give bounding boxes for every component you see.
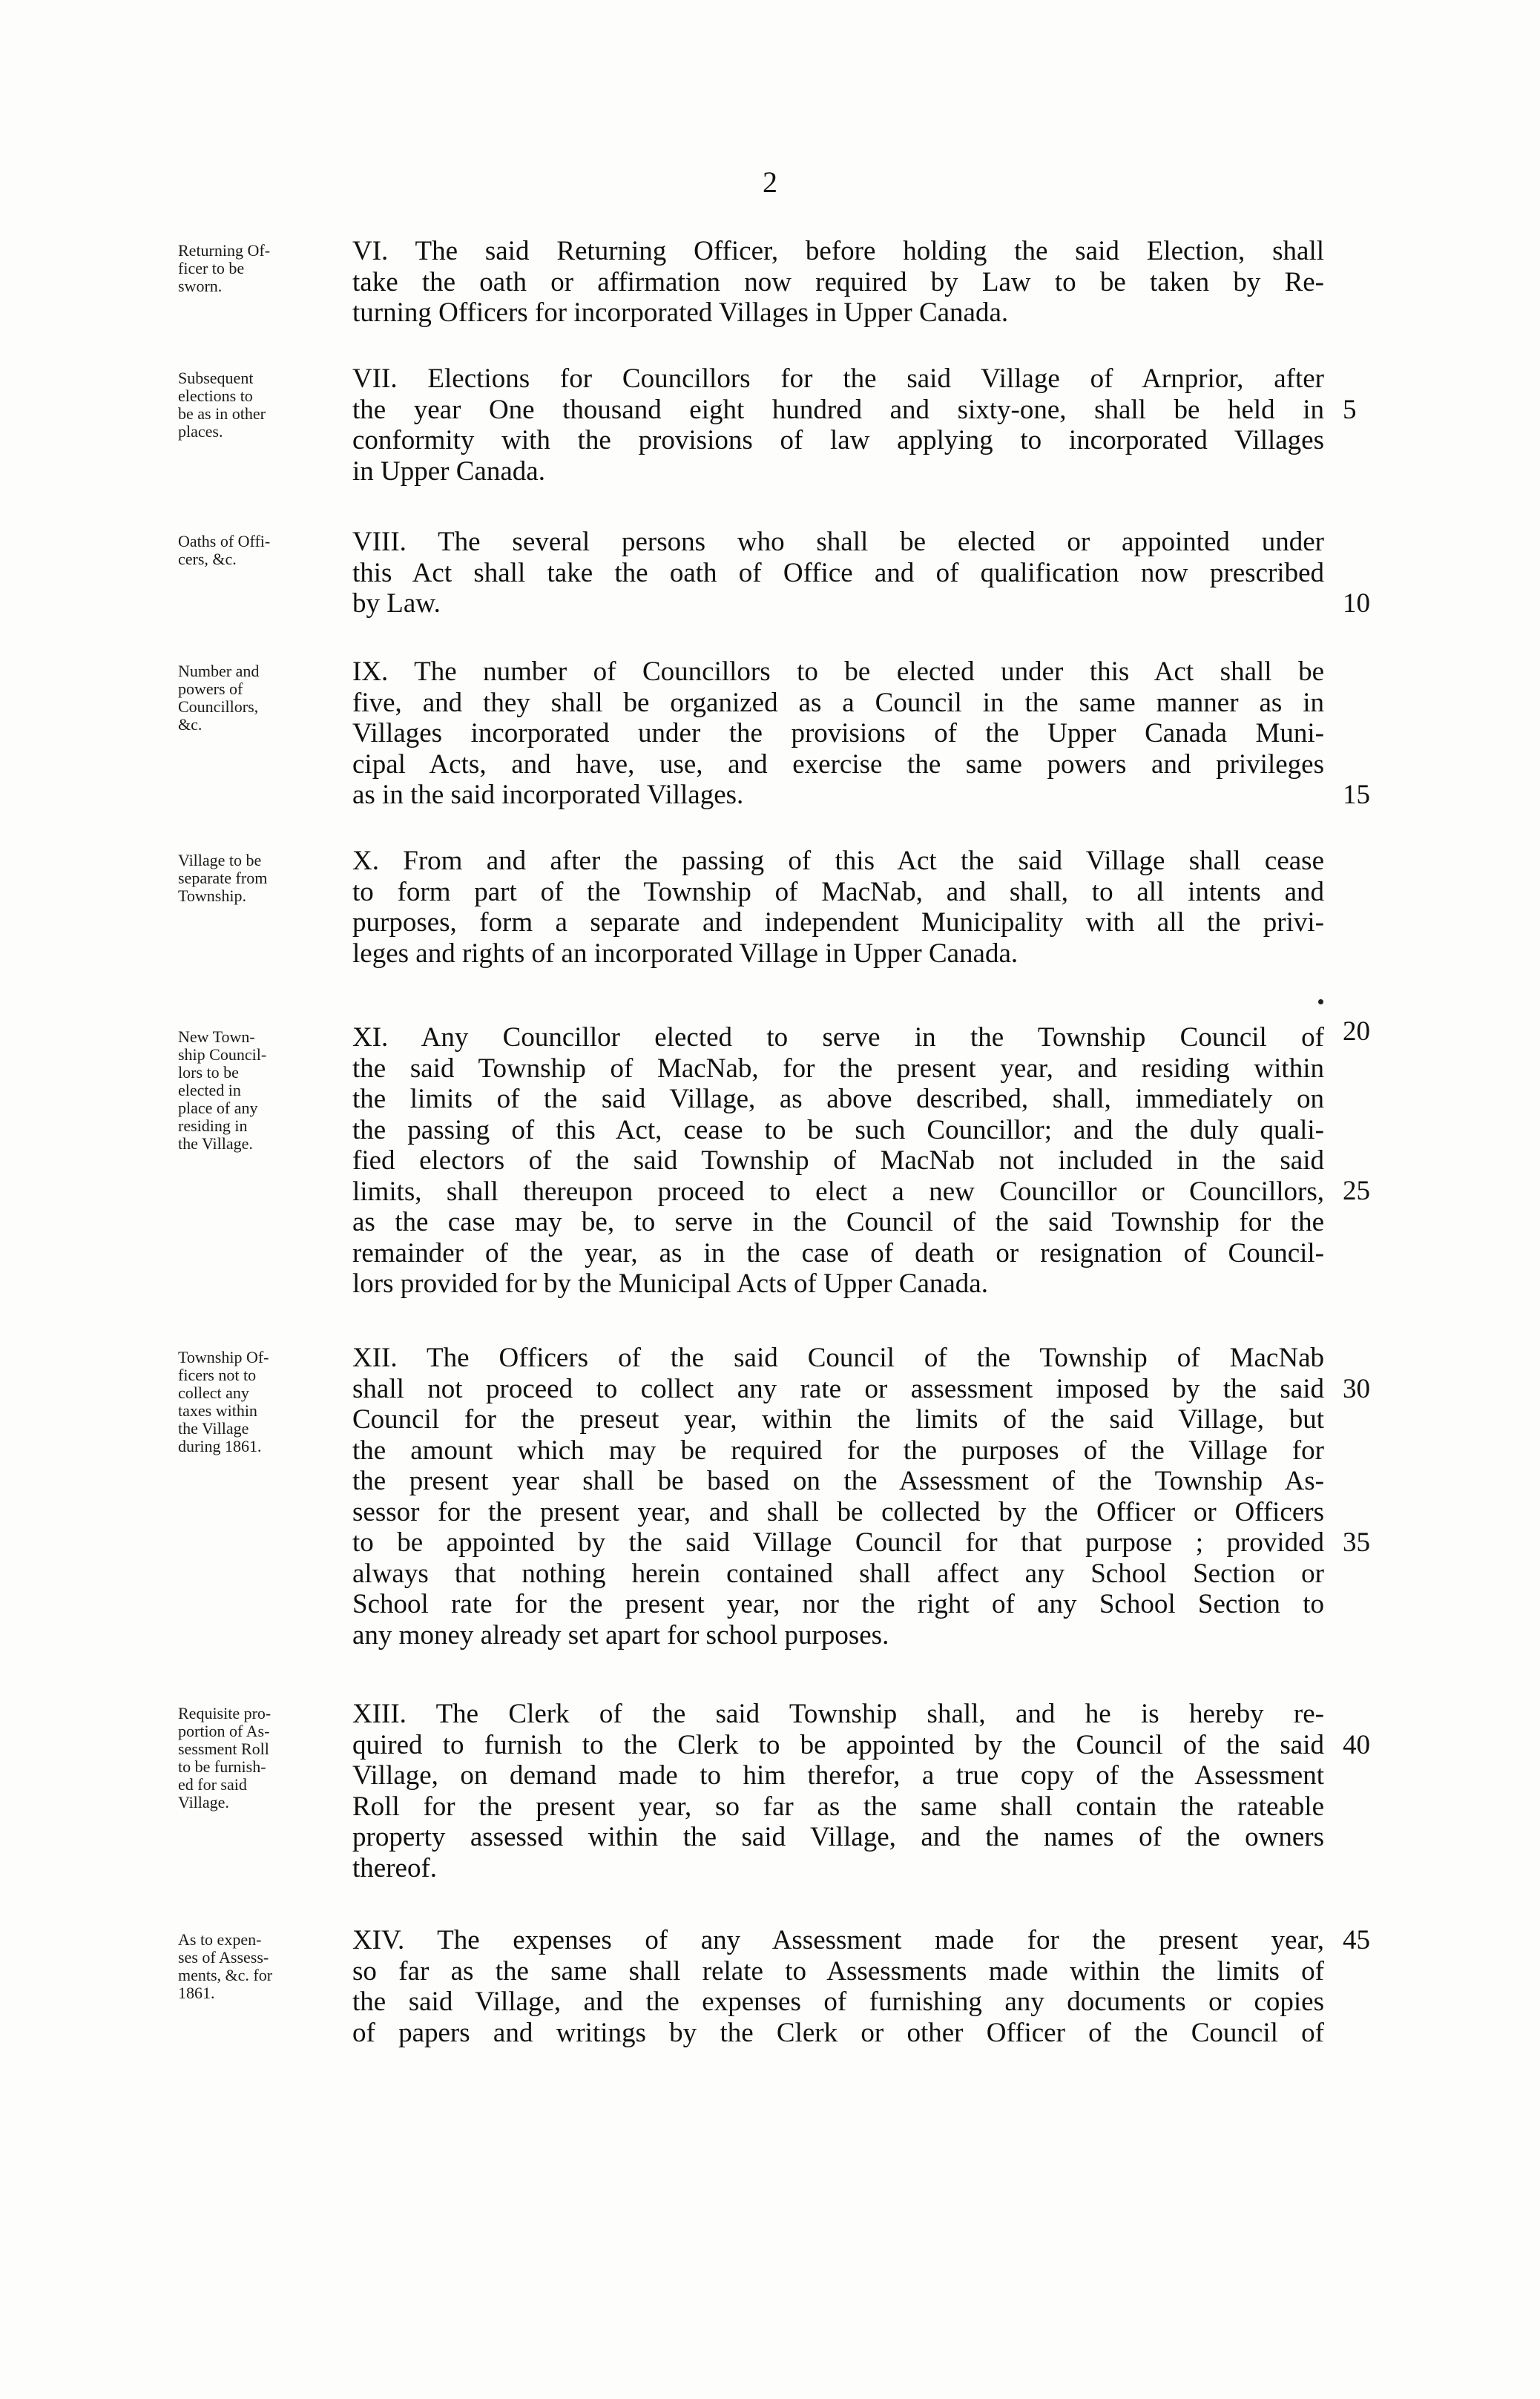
- text-line: Roll for the present year, so far as the same shall contain the rateable: [352, 1791, 1324, 1822]
- text-line: the limits of the said Village, as above described, shall, immediately on: [352, 1084, 1324, 1114]
- margin-note: [178, 1705, 338, 1811]
- text-line: thereof.: [352, 1852, 438, 1883]
- margin-note-line: ments, &c. for: [178, 1966, 273, 1984]
- margin-note-line: ficer to be: [178, 259, 245, 277]
- text-line: to be appointed by the said Village Council for that purpose ; provided: [352, 1527, 1324, 1558]
- text-line: the year One thousand eight hundred and sixty-one, shall be held in: [352, 394, 1324, 425]
- margin-note-line: sessment Roll: [178, 1740, 269, 1758]
- text-line: VIII. The several persons who shall be elected or appointed under: [352, 527, 1324, 557]
- text-line: quired to furnish to the Clerk to be appointed by the Council of the said: [352, 1729, 1324, 1760]
- text-line: School rate for the present year, nor the right of any School Section to: [352, 1589, 1324, 1619]
- line-number: 25: [1343, 1176, 1370, 1206]
- section-text: [352, 363, 1324, 487]
- section-text: [352, 846, 1324, 969]
- section-text: [352, 527, 1324, 619]
- text-line: leges and rights of an incorporated Village in Upper Canada.: [352, 938, 1019, 969]
- text-line: take the oath or affirmation now required by Law to be taken by Re-: [352, 266, 1324, 297]
- text-line: so far as the same shall relate to Assessments made within the limits of: [352, 1955, 1324, 1987]
- text-line: as the case may be, to serve in the Council of the said Township for the: [352, 1207, 1324, 1237]
- line-number: 40: [1343, 1729, 1370, 1760]
- margin-note-line: &c.: [178, 715, 203, 734]
- text-line: lors provided for by the Municipal Acts of Upper Canada.: [352, 1268, 988, 1299]
- margin-note-line: residing in: [178, 1116, 248, 1135]
- margin-note: [178, 242, 338, 295]
- margin-note-line: during 1861.: [178, 1437, 262, 1455]
- text-line: any money already set apart for school purposes.: [352, 1619, 889, 1651]
- text-line: XIV. The expenses of any Assessment made for the present year,: [352, 1925, 1324, 1955]
- margin-note-line: Village to be: [178, 851, 262, 869]
- margin-note-line: Number and: [178, 662, 260, 680]
- margin-note-line: lors to be: [178, 1063, 239, 1082]
- margin-note-line: Councillors,: [178, 697, 259, 716]
- line-number: 5: [1343, 394, 1357, 425]
- margin-note-line: separate from: [178, 869, 268, 887]
- section-text: [352, 656, 1324, 811]
- text-line: by Law.: [352, 588, 441, 619]
- margin-note-line: Subsequent: [178, 369, 254, 387]
- margin-note: [178, 533, 338, 568]
- text-line: Council for the preseut year, within the limits of the said Village, but: [352, 1404, 1324, 1435]
- section-text: [352, 1022, 1324, 1300]
- text-line: of papers and writings by the Clerk or other Officer of the Council of: [352, 2017, 1324, 2048]
- text-line: XIII. The Clerk of the said Township shall, and he is hereby re-: [352, 1699, 1324, 1729]
- text-line: shall not proceed to collect any rate or assessment imposed by the said: [352, 1373, 1324, 1404]
- margin-note-line: Oaths of Offi-: [178, 532, 271, 550]
- text-line: as in the said incorporated Villages.: [352, 780, 744, 810]
- text-line: sessor for the present year, and shall be collected by the Officer or Officers: [352, 1496, 1324, 1527]
- section-text: [352, 1699, 1324, 1883]
- text-line: fied electors of the said Township of MacNab not included in the said: [352, 1145, 1324, 1176]
- text-line: the amount which may be required for the purposes of the Village for: [352, 1435, 1324, 1466]
- margin-note-line: place of any: [178, 1099, 258, 1117]
- text-line: X. From and after the passing of this Act the said Village shall cease: [352, 846, 1324, 876]
- margin-note-line: sworn.: [178, 277, 223, 295]
- text-line: cipal Acts, and have, use, and exercise the same powers and privileges: [352, 748, 1324, 780]
- text-line: always that nothing herein contained shall affect any School Section or: [352, 1558, 1324, 1589]
- margin-note-line: Returning Of-: [178, 241, 271, 260]
- margin-note-line: the Village.: [178, 1134, 253, 1153]
- margin-note-line: cers, &c.: [178, 550, 237, 568]
- page-number: 2: [763, 165, 777, 199]
- text-line: Villages incorporated under the provisions of the Upper Canada Muni-: [352, 718, 1324, 748]
- margin-note-line: 1861.: [178, 1984, 215, 2002]
- margin-note-line: Village.: [178, 1793, 229, 1811]
- section-text: [352, 1925, 1324, 2048]
- margin-note: [178, 369, 338, 441]
- margin-note-line: the Village: [178, 1419, 249, 1438]
- text-line: this Act shall take the oath of Office and of qualification now prescribed: [352, 557, 1324, 588]
- text-line: turning Officers for incorporated Villages in Upper Canada.: [352, 297, 1009, 328]
- margin-note-line: portion of As-: [178, 1722, 270, 1740]
- margin-note-line: ficers not to: [178, 1366, 257, 1384]
- margin-note-line: elected in: [178, 1081, 241, 1099]
- margin-note-line: places.: [178, 422, 223, 441]
- text-line: XII. The Officers of the said Council of the Township of MacNab: [352, 1343, 1324, 1373]
- margin-note-line: Township Of-: [178, 1348, 269, 1366]
- line-number: 35: [1343, 1527, 1370, 1558]
- text-line: the passing of this Act, cease to be such Councillor; and the duly quali-: [352, 1114, 1324, 1145]
- margin-note-line: Township.: [178, 886, 246, 905]
- text-line: limits, shall thereupon proceed to elect a new Councillor or Councillors,: [352, 1176, 1324, 1207]
- line-number: 45: [1343, 1925, 1370, 1955]
- line-number: 15: [1343, 780, 1370, 810]
- text-line: conformity with the provisions of law applying to incorporated Villages: [352, 425, 1324, 455]
- line-number: 30: [1343, 1373, 1370, 1404]
- text-line: the said Village, and the expenses of furnishing any documents or copies: [352, 1987, 1324, 2017]
- text-line: five, and they shall be organized as a Council in the same manner as in: [352, 687, 1324, 718]
- margin-note-line: elections to: [178, 386, 253, 405]
- text-line: property assessed within the said Village, and the names of the owners: [352, 1822, 1324, 1852]
- margin-note-line: As to expen-: [178, 1930, 262, 1949]
- text-line: in Upper Canada.: [352, 455, 545, 487]
- margin-note-line: Requisite pro-: [178, 1704, 272, 1722]
- text-line: the said Township of MacNab, for the present year, and residing within: [352, 1053, 1324, 1084]
- text-line: purposes, form a separate and independent Municipality with all the privi-: [352, 907, 1324, 938]
- margin-note-line: to be furnish-: [178, 1757, 266, 1776]
- line-number: 20: [1343, 1016, 1370, 1047]
- text-line: to form part of the Township of MacNab, and shall, to all intents and: [352, 876, 1324, 907]
- text-line: VI. The said Returning Officer, before holding the said Election, shall: [352, 236, 1324, 266]
- margin-note-line: ed for said: [178, 1775, 247, 1794]
- margin-note-line: collect any: [178, 1383, 249, 1402]
- margin-note: [178, 662, 338, 734]
- line-number: 10: [1343, 588, 1370, 619]
- text-line: VII. Elections for Councillors for the said Village of Arnprior, after: [352, 363, 1324, 394]
- text-line: Village, on demand made to him therefor, a true copy of the Assessment: [352, 1760, 1324, 1791]
- margin-note-line: taxes within: [178, 1401, 257, 1420]
- margin-note-line: be as in other: [178, 404, 266, 423]
- stray-mark: [1318, 999, 1323, 1004]
- margin-note: [178, 1349, 338, 1455]
- text-line: remainder of the year, as in the case of death or resignation of Council-: [352, 1237, 1324, 1268]
- margin-note: [178, 1931, 338, 2002]
- section-text: [352, 1343, 1324, 1651]
- margin-note-line: powers of: [178, 679, 243, 698]
- margin-note: [178, 1028, 338, 1153]
- margin-note-line: ses of Assess-: [178, 1948, 269, 1967]
- margin-note-line: ship Council-: [178, 1045, 267, 1064]
- margin-note-line: New Town-: [178, 1027, 255, 1046]
- margin-note: [178, 852, 338, 905]
- text-line: XI. Any Councillor elected to serve in the Township Council of: [352, 1022, 1324, 1053]
- text-line: the present year shall be based on the Assessment of the Township As-: [352, 1466, 1324, 1496]
- text-line: IX. The number of Councillors to be elected under this Act shall be: [352, 656, 1324, 687]
- section-text: [352, 236, 1324, 329]
